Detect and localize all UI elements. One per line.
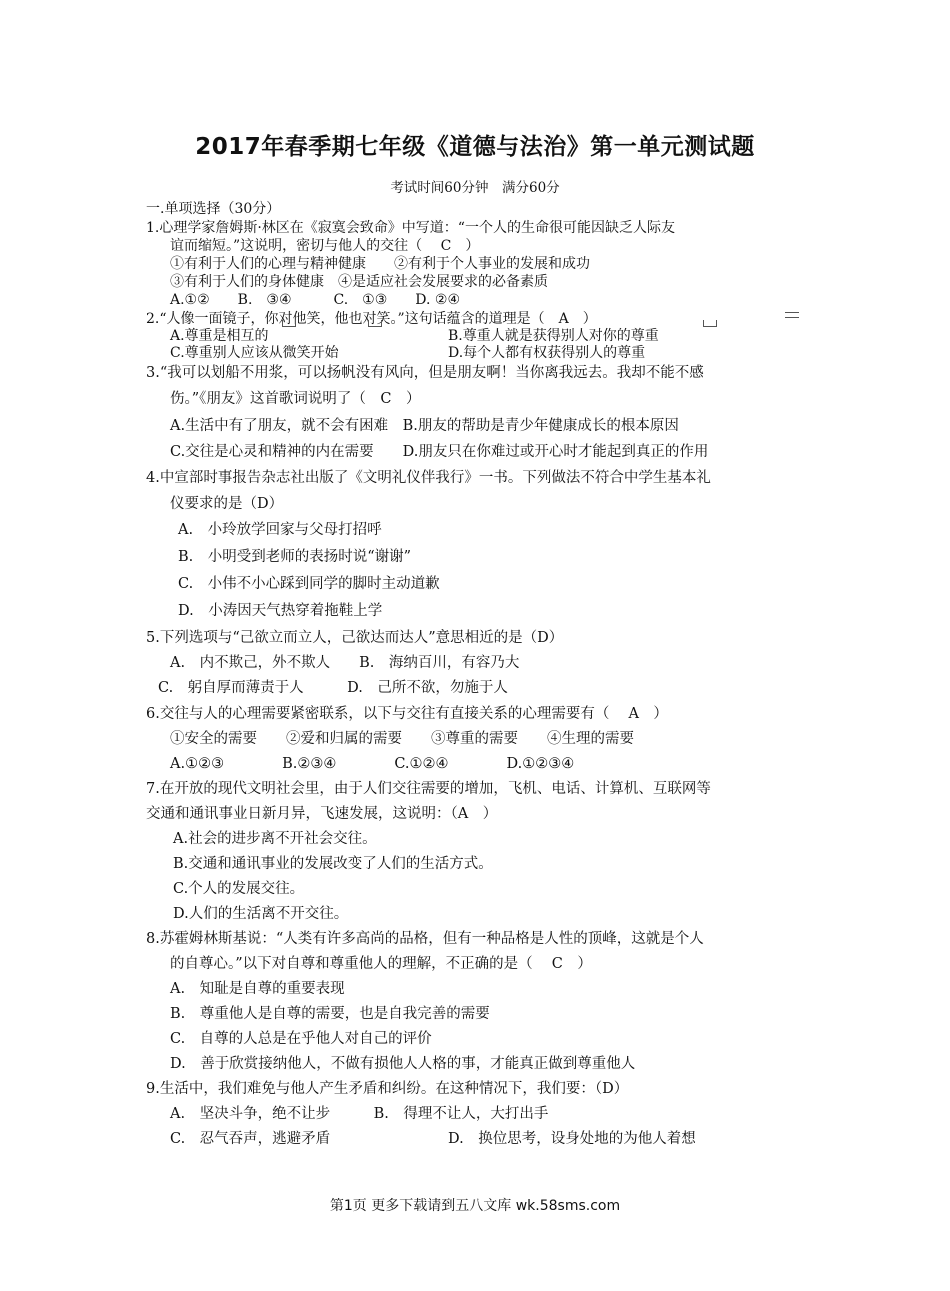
question-7-option-a: A.社会的进步离不开社会交往。: [173, 831, 377, 847]
question-1-choices: A.①② B. ③④ C. ①③ D. ②④: [170, 292, 460, 308]
question-2-option-d: D.每个人都有权获得别人的尊重: [448, 345, 646, 361]
question-3-options-ab: A.生活中有了朋友，就不会有困难 B.朋友的帮助是青少年健康成长的根本原因: [170, 418, 679, 434]
question-9-option-c: C. 忍气吞声，逃避矛盾: [170, 1131, 331, 1147]
question-2-line-1: 2.“人像一面镜子，你对他笑，他也对笑。”这句话蕴含的道理是（ A ）: [146, 311, 597, 327]
question-4-option-b: B. 小明受到老师的表扬时说“谢谢”: [178, 549, 412, 565]
question-4-line-1: 4.中宣部时事报告杂志社出版了《文明礼仪伴我行》一书。下列做法不符合中学生基本礼: [146, 470, 711, 486]
question-8-option-c: C. 自尊的人总是在乎他人对自己的评价: [170, 1031, 432, 1047]
question-8-line-1: 8.苏霍姆林斯基说：“人类有许多高尚的品格，但有一种品格是人性的顶峰，这就是个人: [146, 931, 704, 947]
question-7-option-c: C.个人的发展交往。: [173, 881, 305, 897]
question-8-option-a: A. 知耻是自尊的重要表现: [170, 981, 345, 997]
section-heading: 一.单项选择（30分）: [146, 201, 281, 217]
question-1-line-2: 谊而缩短。”这说明，密切与他人的交往（ C ）: [170, 238, 480, 254]
question-2-option-b: B.尊重人就是获得别人对你的尊重: [448, 328, 659, 344]
question-9-line-1: 9.生活中，我们难免与他人产生矛盾和纠纷。在这种情况下，我们要：（D）: [146, 1081, 629, 1097]
question-3-line-2: 伤。”《朋友》这首歌词说明了（ C ）: [170, 391, 421, 407]
question-3-line-1: 3.“我可以划船不用浆，可以扬帆没有风向，但是朋友啊！当你离我远去。我却不能不感: [146, 365, 704, 381]
question-4-option-d: D. 小涛因天气热穿着拖鞋上学: [178, 603, 383, 619]
question-8-option-b: B. 尊重他人是自尊的需要，也是自我完善的需要: [170, 1006, 490, 1022]
page-footer: 第1页 更多下载请到五八文库 wk.58sms.com: [329, 1198, 621, 1214]
question-9-option-d: D. 换位思考，设身处地的为他人着想: [448, 1131, 696, 1147]
question-8-line-2: 的自尊心。”以下对自尊和尊重他人的理解，不正确的是（ C ）: [170, 956, 592, 972]
question-5-options-ab: A. 内不欺己，外不欺人 B. 海纳百川，有容乃大: [170, 655, 520, 671]
question-9-options-ab: A. 坚决斗争，绝不让步 B. 得理不让人，大打出手: [170, 1106, 549, 1122]
annotation-mark: [282, 320, 296, 327]
question-4-line-2: 仪要求的是（D）: [170, 496, 284, 512]
question-7-line-2: 交通和通讯事业日新月异，飞速发展，这说明：（A ）: [146, 806, 498, 822]
question-1-options-1: ①有利于人们的心理与精神健康 ②有利于个人事业的发展和成功: [170, 256, 590, 272]
question-4-option-c: C. 小伟不小心踩到同学的脚时主动道歉: [178, 576, 440, 592]
question-6-options: ①安全的需要 ②爱和归属的需要 ③尊重的需要 ④生理的需要: [170, 731, 634, 747]
question-1-line-1: 1.心理学家詹姆斯·林区在《寂寞会致命》中写道：“一个人的生命很可能因缺乏人际友: [146, 220, 675, 236]
exam-info: 考试时间60分钟 满分60分: [390, 180, 560, 196]
question-1-options-2: ③有利于人们的身体健康 ④是适应社会发展要求的必备素质: [170, 274, 548, 290]
annotation-mark: [368, 320, 382, 327]
question-7-line-1: 7.在开放的现代文明社会里，由于人们交往需要的增加，飞机、电话、计算机、互联网等: [146, 781, 711, 797]
question-2-option-c: C.尊重别人应该从微笑开始: [170, 345, 339, 361]
annotation-mark: [785, 312, 799, 318]
question-6-choices: A.①②③ B.②③④ C.①②④ D.①②③④: [170, 756, 575, 772]
question-3-options-cd: C.交往是心灵和精神的内在需要 D.朋友只在你难过或开心时才能起到真正的作用: [170, 444, 709, 460]
question-5-options-cd: C. 躬自厚而薄责于人 D. 己所不欲，勿施于人: [158, 680, 508, 696]
question-6-line-1: 6.交往与人的心理需要紧密联系，以下与交往有直接关系的心理需要有（ A ）: [146, 706, 668, 722]
annotation-mark: [703, 320, 717, 327]
page-title: 2017年春季期七年级《道德与法治》第一单元测试题: [195, 134, 755, 160]
question-7-option-d: D.人们的生活离不开交往。: [173, 906, 349, 922]
question-2-option-a: A.尊重是相互的: [170, 328, 269, 344]
question-8-option-d: D. 善于欣赏接纳他人，不做有损他人人格的事，才能真正做到尊重他人: [170, 1056, 636, 1072]
question-4-option-a: A. 小玲放学回家与父母打招呼: [178, 522, 382, 538]
question-7-option-b: B.交通和通讯事业的发展改变了人们的生活方式。: [173, 856, 493, 872]
question-5-line-1: 5.下列选项与“己欲立而立人，己欲达而达人”意思相近的是（D）: [146, 630, 564, 646]
